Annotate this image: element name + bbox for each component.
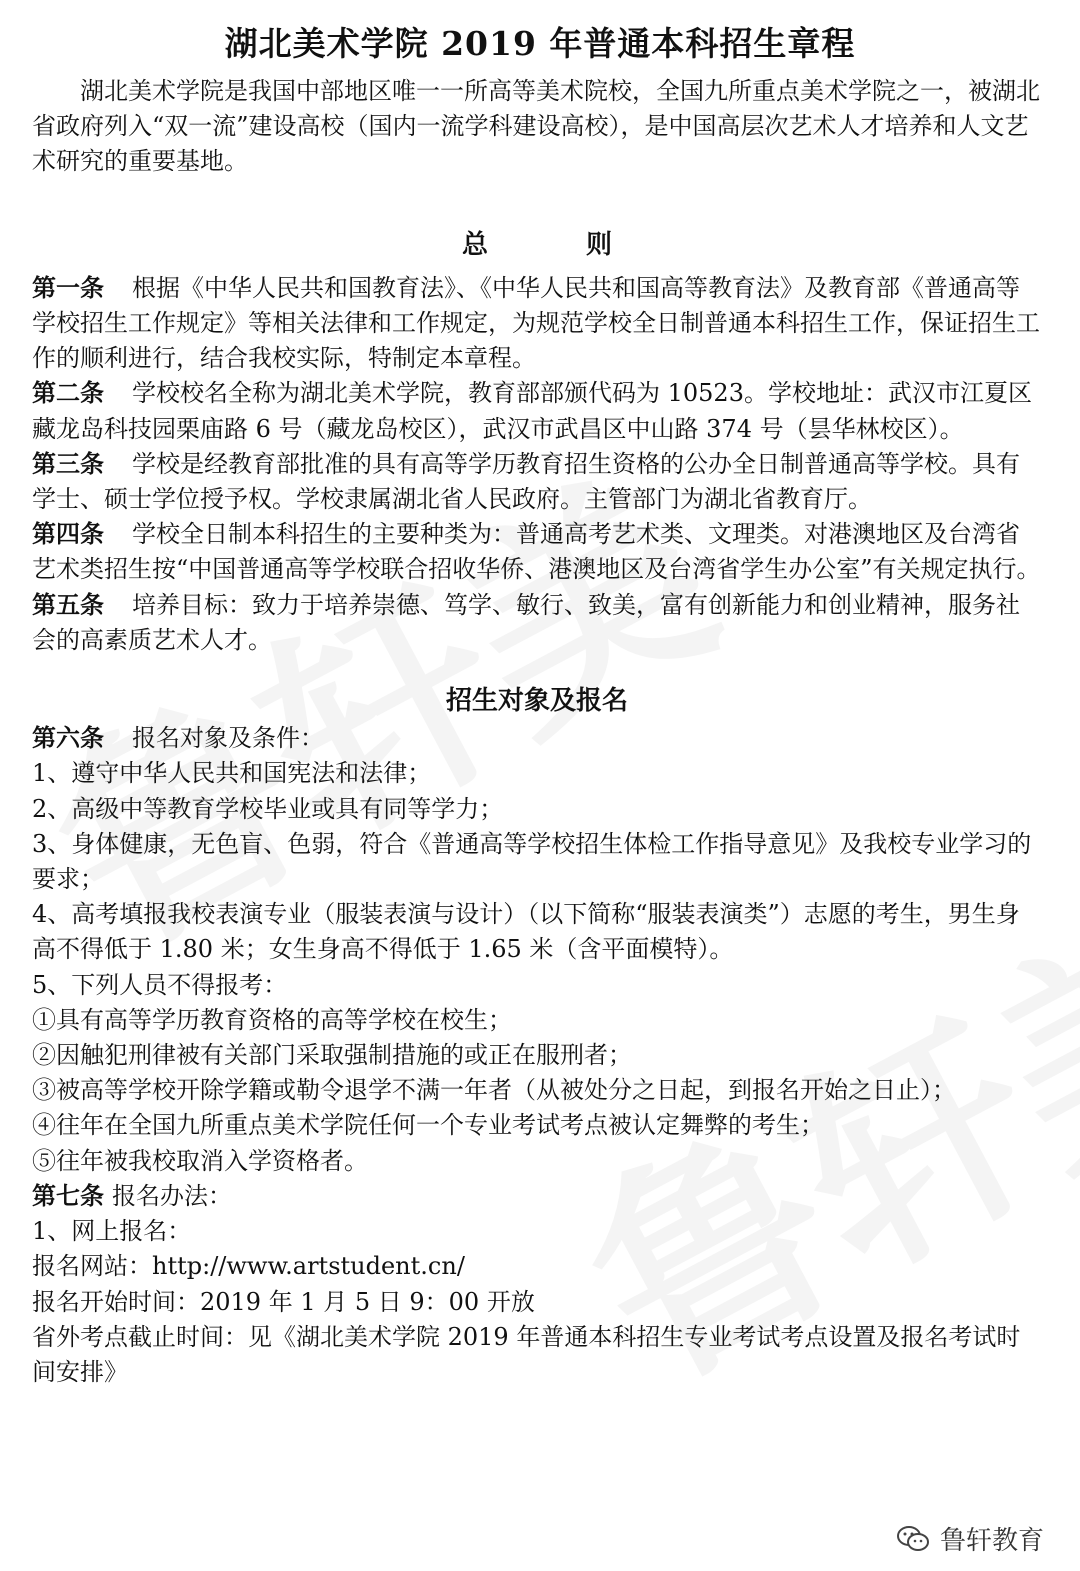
condition-item: 4、高考填报我校表演专业（服装表演与设计）（以下简称“服装表演类”）志愿的考生，男生身高不得低于 1.80 米；女生身高不得低于 1.65 米（含平面模特）。 xyxy=(32,900,1020,964)
article-5 xyxy=(32,588,1042,658)
article-4 xyxy=(32,517,1042,587)
section-heading-admission: 招生对象及报名 xyxy=(445,686,628,717)
condition-item: 3、身体健康，无色盲、色弱，符合《普通高等学校招生体检工作指导意见》及我校专业学习的要求； xyxy=(32,829,1032,894)
article-text: 根据《中华人民共和国教育法》、《中华人民共和国高等教育法》及教育部《普通高等学校招生工作规定》等相关法律和工作规定，为规范学校全日制普通本科招生工作，保证招生工作的顺利进行，结合我校实际，特制定本章程。 xyxy=(32,273,1040,373)
article-label: 第四条 xyxy=(32,520,104,549)
registration-website: 报名网站：http://www.artstudent.cn/ xyxy=(32,1252,465,1281)
exclusion-item: ①具有高等学历教育资格的高等学校在校生； xyxy=(32,1005,512,1034)
article-text: 报名对象及条件： xyxy=(132,724,324,753)
article-7 xyxy=(32,1179,1042,1214)
exclusion-item: ②因触犯刑律被有关部门采取强制措施的或正在服刑者； xyxy=(32,1041,632,1070)
article-2 xyxy=(32,376,1042,446)
article-6 xyxy=(32,721,1042,756)
condition-item: 2、高级中等教育学校毕业或具有同等学力； xyxy=(32,794,504,823)
document-title: 湖北美术学院 2019 年普通本科招生章程 xyxy=(224,24,856,63)
exclusion-item: ④往年在全国九所重点美术学院任何一个专业考试考点被认定舞弊的考生； xyxy=(32,1111,824,1140)
registration-item: 报名开始时间：2019 年 1 月 5 日 9：00 开放 xyxy=(32,1287,535,1316)
article-1 xyxy=(32,271,1042,377)
article-3 xyxy=(32,447,1042,517)
article-label: 第三条 xyxy=(32,449,104,478)
article-label: 第六条 xyxy=(32,724,104,753)
registration-item: 1、网上报名： xyxy=(32,1217,192,1246)
wechat-account-name: 鲁轩教育 xyxy=(939,1526,1044,1556)
article-text: 报名办法： xyxy=(112,1181,232,1210)
article-text: 学校校名全称为湖北美术学院，教育部部颁代码为 10523。学校地址：武汉市江夏区藏龙岛科技园栗庙路 6 号（藏龙岛校区），武汉市武昌区中山路 374 号（昙华林校区）。 xyxy=(32,379,1032,443)
exclusion-item: ③被高等学校开除学籍或勒令退学不满一年者（从被处分之日起，到报名开始之日止）； xyxy=(32,1076,956,1105)
registration-item: 省外考点截止时间：见《湖北美术学院 2019 年普通本科招生专业考试考点设置及报名考试时间安排》 xyxy=(32,1322,1021,1386)
wechat-icon xyxy=(896,1524,930,1554)
document-body xyxy=(32,74,1042,1390)
article-label: 第七条 xyxy=(32,1181,104,1210)
condition-item: 1、遵守中华人民共和国宪法和法律； xyxy=(32,759,432,788)
article-text: 培养目标：致力于培养崇德、笃学、敏行、致美，富有创新能力和创业精神，服务社会的高素质艺术人才。 xyxy=(32,590,1020,654)
article-label: 第五条 xyxy=(32,590,104,619)
article-label: 第二条 xyxy=(32,379,104,408)
exclusion-item: ⑤往年被我校取消入学资格者。 xyxy=(32,1146,368,1175)
intro-paragraph: 湖北美术学院是我国中部地区唯一一所高等美术院校，全国九所重点美术学院之一，被湖北省政府列入“双一流”建设高校（国内一流学科建设高校），是中国高层次艺术人才培养和人文艺术研究的重要基地。 xyxy=(32,77,1040,176)
section-heading-general: 总 则 xyxy=(461,229,648,260)
wechat-badge xyxy=(896,1520,1044,1557)
article-text: 学校是经教育部批准的具有高等学历教育招生资格的公办全日制普通高等学校。具有学士、硕士学位授予权。学校隶属湖北省人民政府。主管部门为湖北省教育厅。 xyxy=(32,449,1020,514)
article-label: 第一条 xyxy=(32,273,104,302)
condition-item: 5、下列人员不得报考： xyxy=(32,970,288,999)
article-text: 学校全日制本科招生的主要种类为：普通高考艺术类、文理类。对港澳地区及台湾省艺术类招生按“中国普通高等学校联合招收华侨、港澳地区及台湾省学生办公室”有关规定执行。 xyxy=(32,520,1041,584)
